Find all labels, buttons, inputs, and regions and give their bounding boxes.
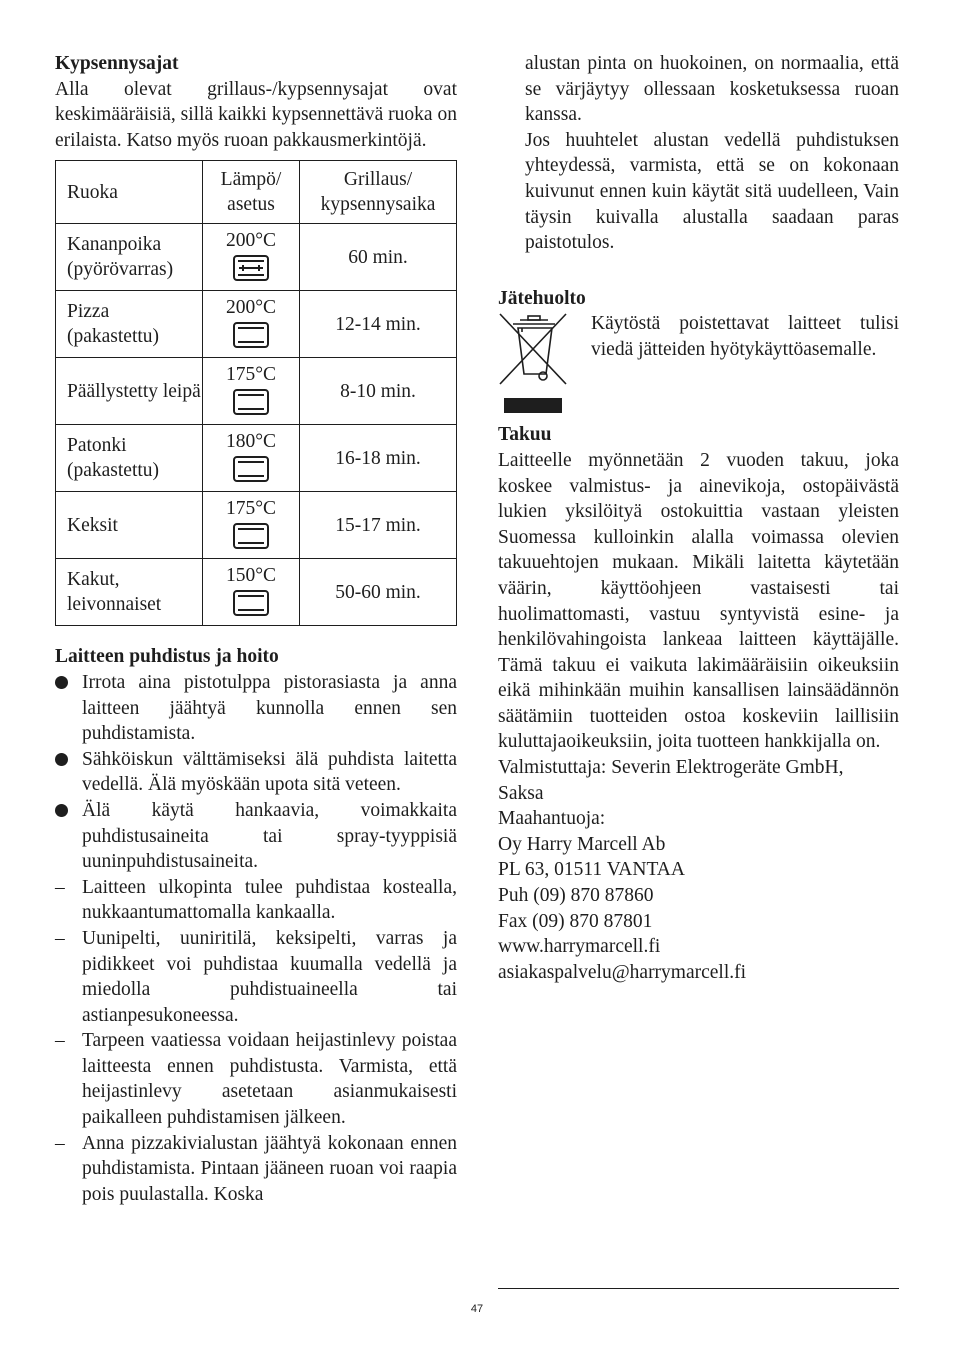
cooking-times-intro: Alla olevat grillaus-/kypsennysajat ovat keskimääräisiä, sillä kaikki kypsennettävä ruoka on erilaista. Katso myös ruoan pakkausmerkintöjä. [55, 78, 457, 151]
cleaning-list [55, 670, 457, 1207]
contact-line: Puh (09) 870 87860 [498, 885, 654, 907]
bullet-dot-icon [55, 747, 68, 774]
list-item-text: Irrota aina pistotulppa pistorasiasta ja anna laitteen jäähtyä kunnolla ennen sen puhdistamista. [82, 671, 457, 745]
disposal-heading: Jätehuolto [498, 287, 586, 309]
cleaning-continuation [498, 51, 899, 256]
time-cell: 50-60 min. [300, 559, 457, 626]
list-item [55, 798, 457, 875]
cleaning-heading: Laitteen puhdistus ja hoito [55, 646, 279, 668]
oven-top-bottom-heat-icon [233, 590, 269, 616]
email-link[interactable]: asiakaspalvelu@harrymarcell.fi [498, 961, 747, 983]
cleaning-continuation-2: Jos huuhtelet alustan vedellä puhdistuksen yhteydessä, varmista, että se on kokonaan kuivunut ennen kuin käytät sitä uudelleen, Vain täysin kuivalla alustalla saadaan paras paistotulos. [525, 129, 899, 254]
contact-line: PL 63, 01511 VANTAA [498, 859, 685, 881]
list-item [55, 1028, 457, 1130]
food-cell: Pizza (pakastettu) [56, 291, 203, 358]
right-column [498, 51, 899, 985]
temp-value: 200°C [225, 297, 277, 319]
food-cell: Kananpoika (pyörövarras) [56, 224, 203, 291]
temp-value: 180°C [225, 431, 277, 453]
temp-cell [203, 358, 300, 425]
contact-line: Fax (09) 870 87801 [498, 910, 653, 932]
temp-cell [203, 291, 300, 358]
time-cell: 16-18 min. [300, 425, 457, 492]
food-cell: Keksit [56, 492, 203, 559]
temp-value: 150°C [225, 565, 277, 587]
table-row [56, 492, 457, 559]
oven-top-bottom-heat-icon [233, 523, 269, 549]
temp-cell [203, 224, 300, 291]
time-cell: 12-14 min. [300, 291, 457, 358]
food-cell: Patonki (pakastettu) [56, 425, 203, 492]
contact-line: Oy Harry Marcell Ab [498, 833, 666, 855]
list-item [55, 670, 457, 747]
table-header-row [56, 161, 457, 224]
oven-top-bottom-heat-icon [233, 322, 269, 348]
dash-marker: – [55, 1030, 65, 1052]
time-cell: 8-10 min. [300, 358, 457, 425]
table-row [56, 291, 457, 358]
temp-cell [203, 559, 300, 626]
time-cell: 15-17 min. [300, 492, 457, 559]
cooking-times-table [55, 160, 457, 626]
food-cell: Päällystetty leipä [56, 358, 203, 425]
temp-cell [203, 425, 300, 492]
list-item-text: Älä käytä hankaavia, voimakkaita puhdistusaineita tai spray-tyyppisiä uuninpuhdistusaineita. [82, 799, 457, 873]
table-row [56, 224, 457, 291]
food-cell: Kakut, leivonnaiset [56, 559, 203, 626]
contact-line: Maahantuoja: [498, 808, 606, 830]
footer-divider [498, 1288, 899, 1289]
header-temp: Lämpö/ asetus [203, 161, 300, 224]
website-link[interactable]: www.harrymarcell.fi [498, 936, 661, 958]
manufacturer-line: Valmistuttaja: Severin Elektrogeräte GmbH, [498, 757, 844, 779]
table-row [56, 358, 457, 425]
disposal-block [498, 311, 899, 416]
dash-marker: – [55, 927, 65, 949]
list-item [55, 926, 457, 1028]
temp-value: 175°C [225, 364, 277, 386]
cleaning-continuation-1: alustan pinta on huokoinen, on normaalia, että se värjäytyy ollessaan kosketuksessa ruoan kanssa. [525, 53, 899, 126]
bullet-dot-icon [55, 670, 68, 697]
time-cell: 60 min. [300, 224, 457, 291]
crossed-out-wheelie-bin-icon [498, 312, 570, 416]
warranty-heading: Takuu [498, 424, 552, 446]
list-item-text: Anna pizzakivialustan jäähtyä kokonaan ennen puhdistamista. Pintaan jääneen ruoan voi raapia pois puulastalla. Koska [82, 1132, 457, 1205]
dash-marker: – [55, 1132, 65, 1154]
table-row [56, 425, 457, 492]
header-time: Grillaus/ kypsennysaika [300, 161, 457, 224]
list-item-text: Sähköiskun välttämiseksi älä puhdista laitetta vedellä. Älä myöskään upota sitä veteen. [82, 748, 457, 796]
temp-value: 200°C [225, 230, 277, 252]
bullet-dot-icon [55, 798, 68, 825]
warranty-text: Laitteelle myönnetään 2 vuoden takuu, joka koskee valmistus- ja ainevikoja, ostopäivästä lukien yksilöityä ostokuittia vastaan yleisten Suomessa kulloinkin alalla voimassa olevien takuuehtojen mukaan. Mikäli laitetta käytetään väärin, käyttöohjeen vastaisesti tai huolimattomasti, vastuu syntyvistä esine- ja henkilövahingoista lankeaa laitteen käyttäjälle. Tämä takuu ei vaikuta lakimääräisiin oikeuksiin eikä mihinkään muihin kansallisen lainsäädännön säätämiin tuotteiden ostoa koskeviin laillisiin kuluttajaoikeuksiin, joita tuotteen hankkijalla on. [498, 449, 899, 753]
left-column [55, 51, 457, 1207]
list-item-text: Laitteen ulkopinta tulee puhdistaa kostealla, nukkaantumattomalla kankaalla. [82, 876, 457, 924]
dash-marker: – [55, 876, 65, 898]
oven-rotisserie-icon [233, 255, 269, 281]
list-item-text: Uunipelti, uuniritilä, keksipelti, varras ja pidikkeet voi puhdistaa kuumalla vedellä ja miedolla puhdistuaineella tai astianpesukoneessa. [82, 927, 457, 1026]
importer-contact [498, 806, 899, 985]
list-item [55, 747, 457, 798]
table-row [56, 559, 457, 626]
disposal-text: Käytöstä poistettavat laitteet tulisi viedä jätteiden hyötykäyttöasemalle. [591, 313, 899, 360]
list-item [55, 875, 457, 926]
list-item-text: Tarpeen vaatiessa voidaan heijastinlevy poistaa laitteesta ennen puhdistusta. Varmista, että heijastinlevy asetetaan asianmukaisesti paikalleen puhdistamisen jälkeen. [82, 1030, 457, 1129]
header-food: Ruoka [56, 161, 203, 224]
manufacturer-info [498, 755, 899, 806]
temp-value: 175°C [225, 498, 277, 520]
oven-top-bottom-heat-icon [233, 456, 269, 482]
oven-top-bottom-heat-icon [233, 389, 269, 415]
list-item [55, 1131, 457, 1208]
temp-cell [203, 492, 300, 559]
cooking-times-heading: Kypsennysajat [55, 53, 179, 74]
page-number: 47 [470, 1303, 484, 1315]
manufacturer-line: Saksa [498, 782, 544, 804]
